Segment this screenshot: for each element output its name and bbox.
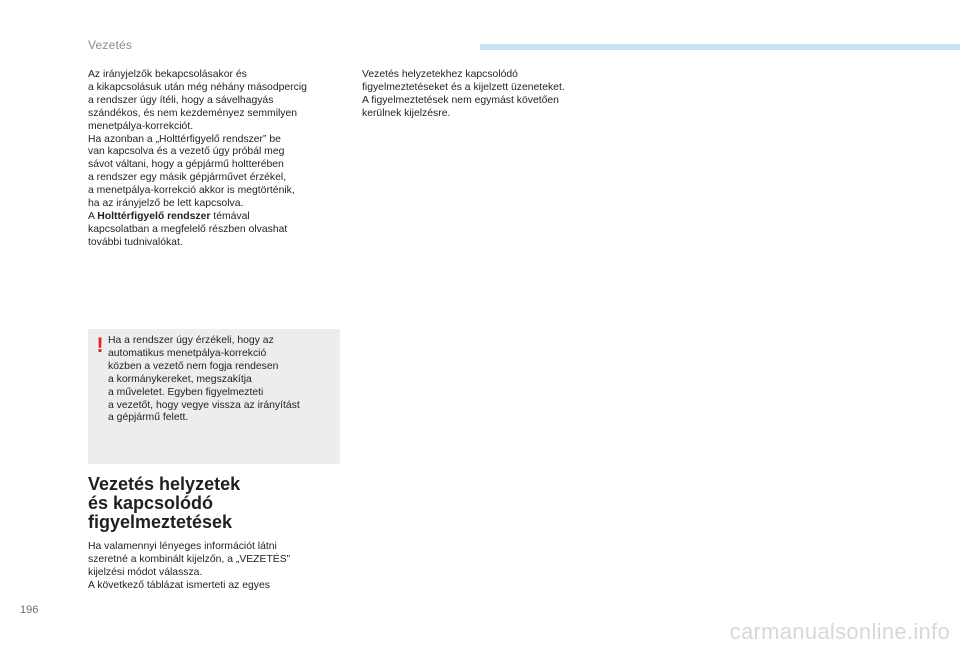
- text-line: a gépjármű felett.: [108, 412, 189, 424]
- text-line: a műveletet. Egyben figyelmezteti: [108, 386, 264, 398]
- text-line: Ha valamennyi lényeges információt látni: [88, 541, 277, 552]
- warning-text: [108, 335, 336, 425]
- ref-suffix: témával: [210, 210, 250, 222]
- text-line: szeretné a kombinált kijelzőn, a „VEZETÉS”: [88, 553, 291, 565]
- text-line: A következő táblázat ismerteti az egyes: [88, 579, 270, 591]
- text-line: menetpálya-korrekciót.: [88, 120, 194, 132]
- text-line: a vezetőt, hogy vegye vissza az irányítást: [108, 399, 300, 411]
- section-body-text: [88, 541, 348, 593]
- text-line: sávot váltani, hogy a gépjármű holtterében: [88, 159, 284, 171]
- left-column-text: [88, 69, 348, 250]
- text-line: kerülnek kijelzésre.: [362, 107, 451, 119]
- text-line: szándékos, és nem kezdeményez semmilyen: [88, 107, 298, 119]
- text-line: további tudnivalókat.: [88, 236, 183, 248]
- warning-box: [88, 329, 340, 464]
- text-line: figyelmeztetéseket és a kijelzett üzeneteket.: [362, 81, 565, 93]
- text-line: kijelzési módot válassza.: [88, 566, 203, 578]
- watermark-text: carmanualsonline.info: [729, 619, 950, 644]
- heading-line: és kapcsolódó: [88, 493, 214, 513]
- text-line: a rendszer úgy ítéli, hogy a sávelhagyás: [88, 94, 274, 106]
- text-line: a kikapcsolásuk után még néhány másodpercig: [88, 81, 307, 93]
- text-line: közben a vezető nem fogja rendesen: [108, 360, 279, 372]
- cross-reference-line: [88, 211, 348, 224]
- exclamation-icon: !: [96, 334, 104, 357]
- chapter-title: Vezetés: [88, 38, 133, 52]
- text-line: a kormánykereket, megszakítja: [108, 373, 252, 385]
- text-line: Vezetés helyzetekhez kapcsolódó: [362, 69, 518, 80]
- text-line: a menetpálya-korrekció akkor is megtörténik,: [88, 185, 295, 197]
- text-line: Ha a rendszer úgy érzékeli, hogy az: [108, 335, 274, 346]
- header-accent-bar: [480, 44, 960, 50]
- text-line: van kapcsolva és a vezető úgy próbál meg: [88, 146, 285, 158]
- section-heading: [88, 475, 348, 532]
- text-line: Az irányjelzők bekapcsolásakor és: [88, 69, 247, 80]
- ref-topic: Holttérfigyelő rendszer: [97, 210, 211, 222]
- page-number: 196: [20, 604, 39, 616]
- text-line: kapcsolatban a megfelelő részben olvashat: [88, 223, 288, 235]
- text-line: a rendszer egy másik gépjárművet érzékel,: [88, 172, 287, 184]
- text-line: ha az irányjelző be lett kapcsolva.: [88, 198, 244, 210]
- ref-prefix: A: [88, 210, 98, 222]
- text-line: Ha azonban a „Holttérfigyelő rendszer” be: [88, 133, 281, 145]
- heading-line: figyelmeztetések: [88, 512, 233, 532]
- right-column-text: [362, 69, 602, 121]
- text-line: A figyelmeztetések nem egymást követően: [362, 94, 559, 106]
- text-line: automatikus menetpálya-korrekció: [108, 347, 267, 359]
- heading-line: Vezetés helyzetek: [88, 474, 241, 494]
